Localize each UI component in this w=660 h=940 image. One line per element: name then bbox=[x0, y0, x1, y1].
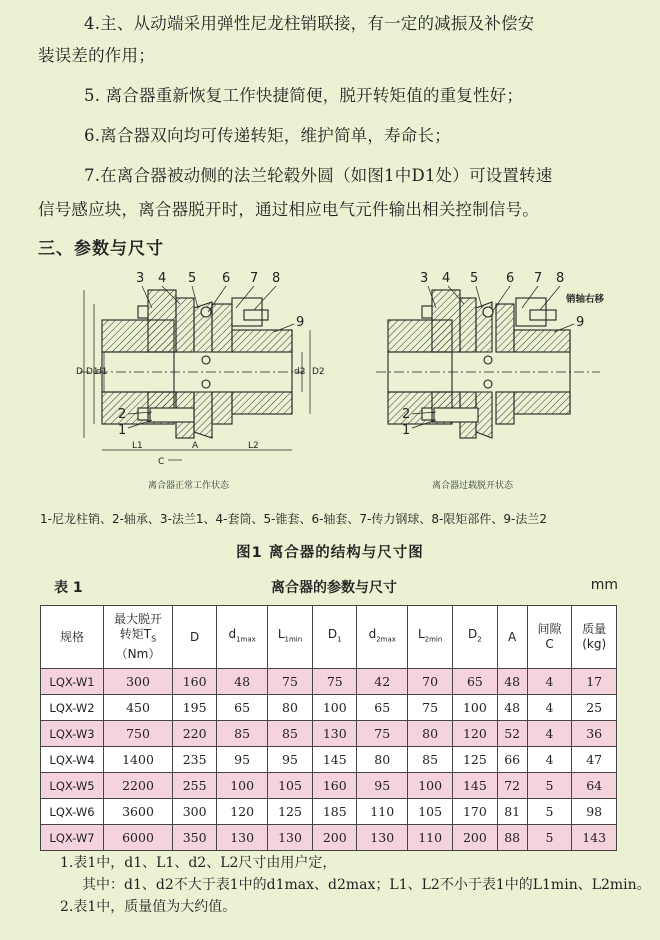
right-label-7: 7 bbox=[534, 271, 543, 286]
paragraph-6: 6.离合器双向均可传递转矩，维护简单，寿命长； bbox=[84, 126, 451, 145]
table-cell: 143 bbox=[572, 825, 617, 851]
left-label-6: 6 bbox=[222, 271, 231, 286]
table-cell: 350 bbox=[173, 825, 217, 851]
table-row bbox=[41, 773, 617, 799]
dim-d1: d1 bbox=[96, 367, 108, 377]
col-D1: $D_1$ bbox=[313, 606, 357, 669]
table-cell: 750 bbox=[104, 721, 173, 747]
table-cell: 160 bbox=[313, 773, 357, 799]
table-cell: 95 bbox=[217, 747, 268, 773]
table-cell: 42 bbox=[357, 669, 408, 695]
table-cell: 4 bbox=[527, 747, 572, 773]
table-cell: 2200 bbox=[104, 773, 173, 799]
table-cell: 130 bbox=[267, 825, 312, 851]
table-cell: 450 bbox=[104, 695, 173, 721]
table-cell: 195 bbox=[173, 695, 217, 721]
table-cell: 4 bbox=[527, 695, 572, 721]
table-cell: 105 bbox=[408, 799, 453, 825]
table-cell: 130 bbox=[313, 721, 357, 747]
table-cell: 120 bbox=[453, 721, 497, 747]
dim-D: D bbox=[76, 367, 83, 377]
section-title: 三、参数与尺寸 bbox=[38, 239, 164, 259]
table-cell: 17 bbox=[572, 669, 617, 695]
table-cell: 5 bbox=[527, 825, 572, 851]
table-cell: 125 bbox=[453, 747, 497, 773]
table-cell: 220 bbox=[173, 721, 217, 747]
table-cell: 6000 bbox=[104, 825, 173, 851]
right-label-9: 9 bbox=[576, 315, 585, 330]
dim-D1: D1 bbox=[86, 367, 99, 377]
table-cell: 65 bbox=[357, 695, 408, 721]
table-cell: LQX-W4 bbox=[41, 747, 104, 773]
table-cell: 300 bbox=[104, 669, 173, 695]
left-label-8: 8 bbox=[272, 271, 281, 286]
paragraph-5: 5. 离合器重新恢复工作快捷简便，脱开转矩值的重复性好； bbox=[84, 86, 524, 105]
left-caption: 离合器正常工作状态 bbox=[148, 481, 230, 491]
dim-d2: d2 bbox=[294, 367, 306, 377]
col-model: 规格 bbox=[41, 606, 104, 669]
table-cell: 110 bbox=[408, 825, 453, 851]
params-table bbox=[40, 605, 617, 851]
col-D2: $D_2$ bbox=[453, 606, 497, 669]
left-label-1: 1 bbox=[118, 423, 127, 438]
table-row bbox=[41, 669, 617, 695]
left-label-2: 2 bbox=[118, 407, 127, 422]
table-cell: LQX-W5 bbox=[41, 773, 104, 799]
table-cell: 81 bbox=[497, 799, 527, 825]
note-2: 2.表1中，质量值为大约值。 bbox=[60, 899, 237, 915]
left-diagram bbox=[80, 286, 310, 460]
notes bbox=[60, 852, 651, 918]
table-cell: LQX-W7 bbox=[41, 825, 104, 851]
table-cell: 160 bbox=[173, 669, 217, 695]
col-d2: $d_{2max}$ bbox=[357, 606, 408, 669]
table-cell: 130 bbox=[217, 825, 268, 851]
table-cell: 85 bbox=[408, 747, 453, 773]
table-cell: LQX-W3 bbox=[41, 721, 104, 747]
table-cell: 95 bbox=[357, 773, 408, 799]
right-label-3: 3 bbox=[420, 271, 429, 286]
table-cell: 4 bbox=[527, 721, 572, 747]
left-label-9: 9 bbox=[296, 315, 305, 330]
table-row bbox=[41, 825, 617, 851]
table-cell: 66 bbox=[497, 747, 527, 773]
table-row bbox=[41, 747, 617, 773]
table-cell: 100 bbox=[217, 773, 268, 799]
table-cell: 80 bbox=[267, 695, 312, 721]
table-cell: 95 bbox=[267, 747, 312, 773]
table-cell: 5 bbox=[527, 799, 572, 825]
table-cell: 64 bbox=[572, 773, 617, 799]
note-1: 1.表1中，d1、L1、d2、L2尺寸由用户定， bbox=[60, 855, 337, 871]
paragraph-4a: 4.主、从动端采用弹性尼龙柱销联接，有一定的减振及补偿安 bbox=[84, 14, 535, 33]
right-caption: 离合器过载脱开状态 bbox=[432, 481, 514, 491]
table-cell: 48 bbox=[497, 669, 527, 695]
table-cell: 145 bbox=[453, 773, 497, 799]
table-unit: mm bbox=[590, 577, 618, 593]
table-cell: 85 bbox=[217, 721, 268, 747]
table-cell: 47 bbox=[572, 747, 617, 773]
col-A: A bbox=[497, 606, 527, 669]
left-label-7: 7 bbox=[250, 271, 259, 286]
table-row bbox=[41, 695, 617, 721]
table-cell: 48 bbox=[497, 695, 527, 721]
right-label-4: 4 bbox=[442, 271, 451, 286]
table-cell: 72 bbox=[497, 773, 527, 799]
table-cell: 110 bbox=[357, 799, 408, 825]
col-D: D bbox=[173, 606, 217, 669]
table-cell: 88 bbox=[497, 825, 527, 851]
right-label-1: 1 bbox=[402, 423, 411, 438]
right-note: 销轴右移 bbox=[566, 294, 605, 305]
table-cell: 36 bbox=[572, 721, 617, 747]
clutch-diagrams bbox=[40, 268, 640, 500]
table-cell: 125 bbox=[267, 799, 312, 825]
table-cell: LQX-W1 bbox=[41, 669, 104, 695]
right-label-8: 8 bbox=[556, 271, 565, 286]
table-cell: 48 bbox=[217, 669, 268, 695]
table-cell: 85 bbox=[267, 721, 312, 747]
right-label-2: 2 bbox=[402, 407, 411, 422]
table-row bbox=[41, 799, 617, 825]
col-gap: 间隙 C bbox=[527, 606, 572, 669]
table-cell: 25 bbox=[572, 695, 617, 721]
table-cell: 3600 bbox=[104, 799, 173, 825]
table-cell: LQX-W2 bbox=[41, 695, 104, 721]
table-cell: 170 bbox=[453, 799, 497, 825]
table-cell: 75 bbox=[267, 669, 312, 695]
table-cell: LQX-W6 bbox=[41, 799, 104, 825]
table-cell: 1400 bbox=[104, 747, 173, 773]
left-label-4: 4 bbox=[158, 271, 167, 286]
col-L1: $L_{1min}$ bbox=[267, 606, 312, 669]
table-cell: 5 bbox=[527, 773, 572, 799]
table-cell: 105 bbox=[267, 773, 312, 799]
table-cell: 100 bbox=[408, 773, 453, 799]
table-cell: 255 bbox=[173, 773, 217, 799]
right-label-6: 6 bbox=[506, 271, 515, 286]
table-cell: 75 bbox=[408, 695, 453, 721]
col-d1: $d_{1max}$ bbox=[217, 606, 268, 669]
table-cell: 100 bbox=[453, 695, 497, 721]
table-cell: 130 bbox=[357, 825, 408, 851]
table-cell: 200 bbox=[453, 825, 497, 851]
figure-legend: 1-尼龙柱销、2-轴承、3-法兰1、4-套筒、5-锥套、6-轴套、7-传力钢球、8-限矩部件、9-法兰2 bbox=[40, 512, 547, 526]
table-cell: 120 bbox=[217, 799, 268, 825]
note-1b: 其中：d1、d2不大于表1中的d1max、d2max；L1、L2不小于表1中的L1min、L2min。 bbox=[82, 877, 651, 893]
left-label-5: 5 bbox=[188, 271, 197, 286]
table-cell: 52 bbox=[497, 721, 527, 747]
table-cell: 185 bbox=[313, 799, 357, 825]
dim-A: A bbox=[192, 441, 199, 451]
paragraph-7b: 信号感应块，离合器脱开时，通过相应电气元件输出相关控制信号。 bbox=[38, 200, 539, 219]
table-cell: 70 bbox=[408, 669, 453, 695]
table-cell: 80 bbox=[408, 721, 453, 747]
table-title: 离合器的参数与尺寸 bbox=[271, 580, 397, 596]
table-cell: 98 bbox=[572, 799, 617, 825]
paragraph-7a: 7.在离合器被动侧的法兰轮毂外圆（如图1中D1处）可设置转速 bbox=[84, 166, 553, 185]
right-label-5: 5 bbox=[470, 271, 479, 286]
col-mass: 质量 (kg) bbox=[572, 606, 617, 669]
table-cell: 80 bbox=[357, 747, 408, 773]
figure-title: 图1 离合器的结构与尺寸图 bbox=[236, 545, 424, 561]
dim-L2: L2 bbox=[248, 441, 259, 451]
table-cell: 200 bbox=[313, 825, 357, 851]
table-cell: 235 bbox=[173, 747, 217, 773]
left-label-3: 3 bbox=[136, 271, 145, 286]
table-cell: 145 bbox=[313, 747, 357, 773]
paragraph-4b: 装误差的作用； bbox=[38, 46, 155, 65]
table-cell: 65 bbox=[453, 669, 497, 695]
dim-L1: L1 bbox=[132, 441, 143, 451]
table-label: 表 1 bbox=[54, 580, 83, 596]
table-cell: 4 bbox=[527, 669, 572, 695]
dim-C: C bbox=[158, 457, 165, 467]
col-torque: 最大脱开 转矩$T_S$ （Nm） bbox=[104, 606, 173, 669]
table-cell: 75 bbox=[357, 721, 408, 747]
table-row bbox=[41, 721, 617, 747]
table-cell: 300 bbox=[173, 799, 217, 825]
table-cell: 75 bbox=[313, 669, 357, 695]
table-cell: 100 bbox=[313, 695, 357, 721]
table-cell: 65 bbox=[217, 695, 268, 721]
dim-D2: D2 bbox=[312, 367, 325, 377]
col-L2: $L_{2min}$ bbox=[408, 606, 453, 669]
